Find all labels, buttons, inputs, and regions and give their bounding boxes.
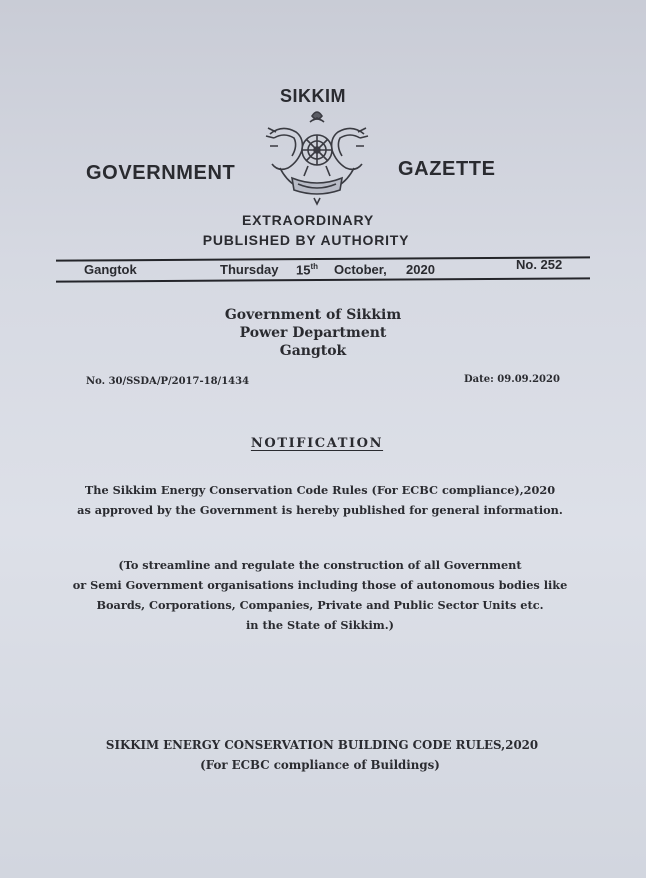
extraordinary-label: EXTRAORDINARY [242,212,374,228]
top-rule [56,256,590,261]
paragraph-2-line: in the State of Sikkim.) [246,618,394,632]
paragraph-2-line: or Semi Government organisations including those of autonomous bodies like [72,578,568,592]
notification-paragraph-1 [0,480,640,520]
gazette-number: No. 252 [516,257,563,272]
gazette-year: 2020 [406,262,435,277]
gazette-date-number: 15 [296,262,311,278]
reference-date: Date: 09.09.2020 [464,374,560,385]
paragraph-2-line: Boards, Corporations, Companies, Private and Public Sector Units etc. [96,598,544,612]
masthead-right-word: GAZETTE [398,158,496,180]
rules-subtitle: (For ECBC compliance of Buildings) [200,758,440,772]
issuer-line-1: Government of Sikkim [224,307,402,323]
issuer-line-3: Gangtok [279,343,347,359]
gazette-date [296,262,318,277]
issuer-line-2: Power Department [239,325,387,341]
gazette-place: Gangtok [84,262,137,277]
notification-paragraph-2 [0,555,640,635]
paragraph-1-line: The Sikkim Energy Conservation Code Rules (For ECBC compliance),2020 [84,483,556,497]
masthead-left-word: GOVERNMENT [86,162,236,184]
gazette-month: October, [334,262,387,277]
sikkim-emblem-icon [262,106,372,206]
gazette-day: Thursday [220,262,279,277]
state-name: SIKKIM [280,86,346,106]
paragraph-2-line: (To streamline and regulate the construction of all Government [118,558,522,572]
rules-title: SIKKIM ENERGY CONSERVATION BUILDING CODE RULES,2020 [105,738,539,752]
published-by-authority-label: PUBLISHED BY AUTHORITY [202,232,410,248]
notification-heading: NOTIFICATION [250,436,384,451]
gazette-date-suffix: th [310,262,319,271]
reference-number: No. 30/SSDA/P/2017-18/1434 [86,376,250,387]
paragraph-1-line: as approved by the Government is hereby published for general information. [77,503,563,517]
bottom-rule [56,277,590,282]
